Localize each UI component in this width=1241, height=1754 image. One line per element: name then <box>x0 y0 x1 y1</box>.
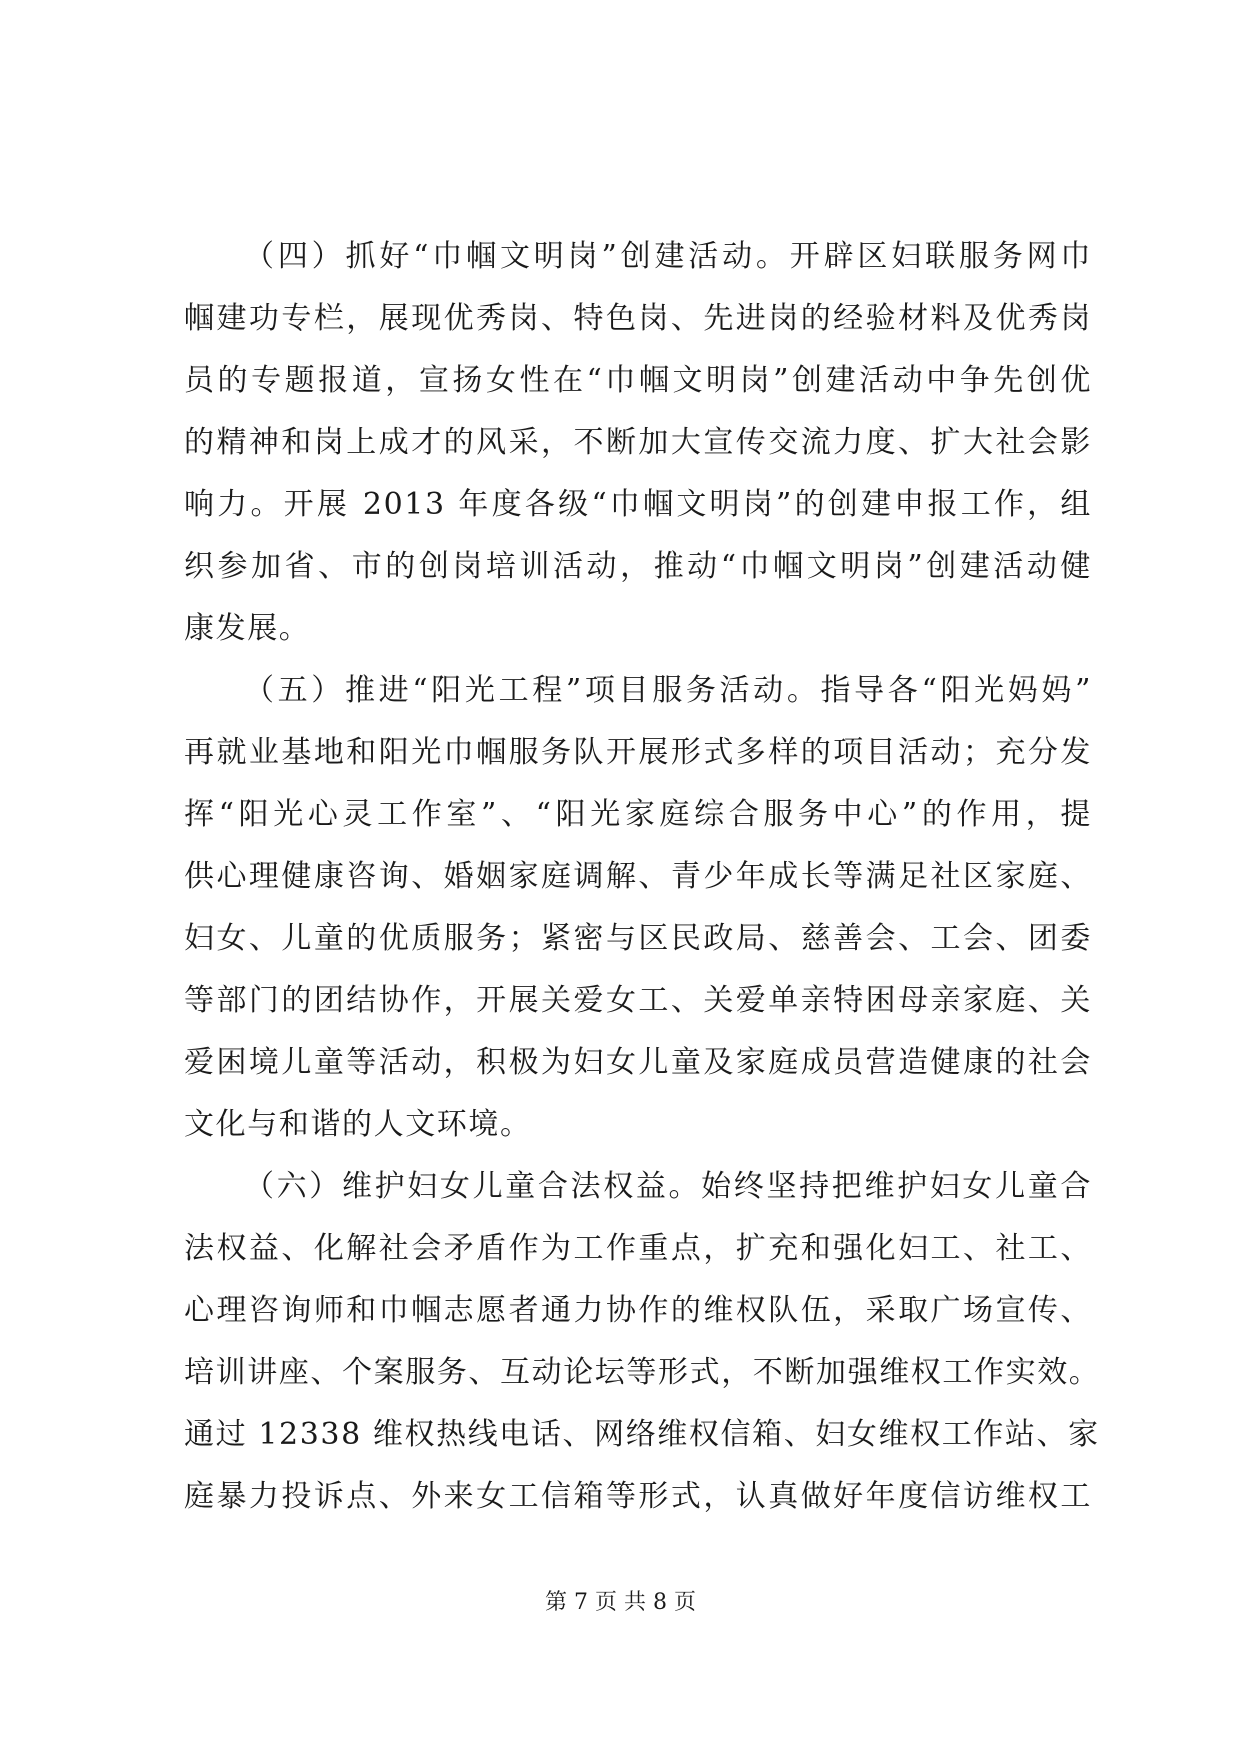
paragraph-5-line: 再就业基地和阳光巾帼服务队开展形式多样的项目活动；充分发 <box>184 735 1092 770</box>
paragraph-6-line: 庭暴力投诉点、外来女工信箱等形式，认真做好年度信访维权工 <box>184 1479 1092 1514</box>
paragraph-4-line: （四）抓好“巾帼文明岗”创建活动。开辟区妇联服务网巾 <box>244 239 1092 274</box>
paragraph-5-line: （五）推进“阳光工程”项目服务活动。指导各“阳光妈妈” <box>244 673 1092 708</box>
paragraph-5-line: 等部门的团结协作，开展关爱女工、关爱单亲特困母亲家庭、关 <box>184 983 1092 1018</box>
paragraph-4-line: 响力。开展 2013 年度各级“巾帼文明岗”的创建申报工作，组 <box>184 487 1092 522</box>
paragraph-5-line: 妇女、儿童的优质服务；紧密与区民政局、慈善会、工会、团委 <box>184 921 1092 956</box>
paragraph-6-line: 通过 12338 维权热线电话、网络维权信箱、妇女维权工作站、家 <box>184 1417 1100 1452</box>
document-body <box>184 226 1101 1528</box>
paragraph-5-line: 供心理健康咨询、婚姻家庭调解、青少年成长等满足社区家庭、 <box>184 859 1092 894</box>
paragraph-6-line: 心理咨询师和巾帼志愿者通力协作的维权队伍，采取广场宣传、 <box>184 1293 1092 1328</box>
paragraph-6-line: （六）维护妇女儿童合法权益。始终坚持把维护妇女儿童合 <box>244 1169 1092 1204</box>
page-footer: 第 7 页 共 8 页 <box>545 1590 696 1615</box>
paragraph-5-line: 爱困境儿童等活动，积极为妇女儿童及家庭成员营造健康的社会 <box>184 1045 1092 1080</box>
paragraph-4-line: 员的专题报道，宣扬女性在“巾帼文明岗”创建活动中争先创优 <box>184 363 1092 398</box>
paragraph-6-line: 法权益、化解社会矛盾作为工作重点，扩充和强化妇工、社工、 <box>184 1231 1092 1266</box>
paragraph-5-line: 挥“阳光心灵工作室”、“阳光家庭综合服务中心”的作用，提 <box>184 797 1092 832</box>
paragraph-4-line: 的精神和岗上成才的风采，不断加大宣传交流力度、扩大社会影 <box>184 425 1092 460</box>
paragraph-4-line: 织参加省、市的创岗培训活动，推动“巾帼文明岗”创建活动健 <box>184 549 1092 584</box>
paragraph-5-last-line: 文化与和谐的人文环境。 <box>184 1107 532 1142</box>
paragraph-6-line: 培训讲座、个案服务、互动论坛等形式，不断加强维权工作实效。 <box>184 1355 1101 1390</box>
paragraph-4-last-line: 康发展。 <box>184 611 311 646</box>
paragraph-4-line: 帼建功专栏，展现优秀岗、特色岗、先进岗的经验材料及优秀岗 <box>184 301 1092 336</box>
